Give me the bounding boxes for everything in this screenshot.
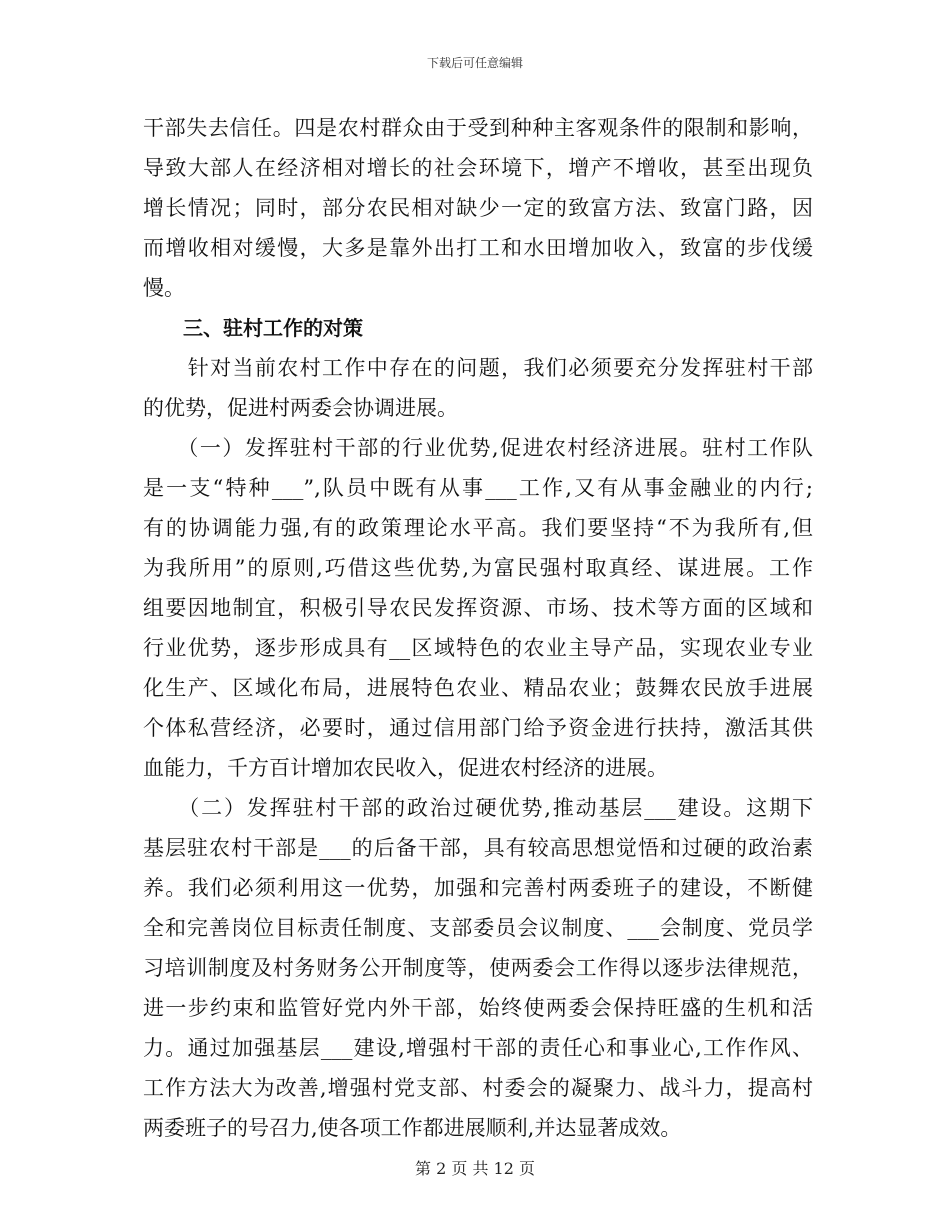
text-line: 力。通过加强基层___建设,增强村干部的责任心和事业心,工作作风、 — [143, 1036, 813, 1060]
text-line: 干部失去信任。四是农村群众由于受到种种主客观条件的限制和影响， — [143, 116, 813, 140]
text-line: （二）发挥驻村干部的政治过硬优势,推动基层___建设。这期下 — [143, 796, 813, 820]
text-line: 进一步约束和监管好党内外干部，始终使两委会保持旺盛的生机和活 — [143, 996, 813, 1020]
section-heading: 三、驻村工作的对策 — [143, 316, 363, 340]
text-line: （一）发挥驻村干部的行业优势,促进农村经济进展。驻村工作队 — [143, 436, 813, 460]
text-line: 工作方法大为改善,增强村党支部、村委会的凝聚力、战斗力，提高村 — [143, 1076, 813, 1100]
text-line: 增长情况；同时，部分农民相对缺少一定的致富方法、致富门路，因 — [143, 196, 813, 220]
text-line: 化生产、区域化布局，进展特色农业、精品农业；鼓舞农民放手进展 — [143, 676, 813, 700]
text-line: 养。我们必须利用这一优势，加强和完善村两委班子的建设，不断健 — [143, 876, 813, 900]
text-line: 而增收相对缓慢，大多是靠外出打工和水田增加收入，致富的步伐缓 — [143, 236, 813, 260]
text-line: 全和完善岗位目标责任制度、支部委员会议制度、___会制度、党员学 — [143, 916, 813, 940]
text-line: 个体私营经济，必要时，通过信用部门给予资金进行扶持，激活其供 — [143, 716, 813, 740]
text-line: 的优势，促进村两委会协调进展。 — [143, 396, 458, 420]
text-line: 行业优势，逐步形成具有__区域特色的农业主导产品，实现农业专业 — [143, 636, 813, 660]
text-line: 组要因地制宜，积极引导农民发挥资源、市场、技术等方面的区域和 — [143, 596, 813, 620]
page-number: 第 2 页 共 12 页 — [415, 1159, 535, 1178]
text-line: 有的协调能力强,有的政策理论水平高。我们要坚持“不为我所有,但 — [143, 516, 813, 540]
text-line: 习培训制度及村务财务公开制度等，使两委会工作得以逐步法律规范， — [143, 956, 813, 980]
text-line: 血能力，千方百计增加农民收入，促进农村经济的进展。 — [143, 756, 668, 780]
text-line: 针对当前农村工作中存在的问题，我们必须要充分发挥驻村干部 — [143, 356, 813, 380]
text-line: 是一支“特种___”,队员中既有从事___工作,又有从事金融业的内行; — [143, 476, 813, 500]
page-header-note: 下载后可任意编辑 — [426, 56, 523, 70]
text-line: 两委班子的号召力,使各项工作都进展顺利,并达显著成效。 — [143, 1116, 682, 1140]
text-line: 基层驻农村干部是___的后备干部，具有较高思想觉悟和过硬的政治素 — [143, 836, 813, 860]
text-line: 为我所用”的原则,巧借这些优势,为富民强村取真经、谋进展。工作 — [143, 556, 813, 580]
text-line: 导致大部人在经济相对增长的社会环境下，增产不增收，甚至出现负 — [143, 156, 813, 180]
text-line: 慢。 — [143, 276, 185, 300]
document-body — [143, 108, 813, 1148]
